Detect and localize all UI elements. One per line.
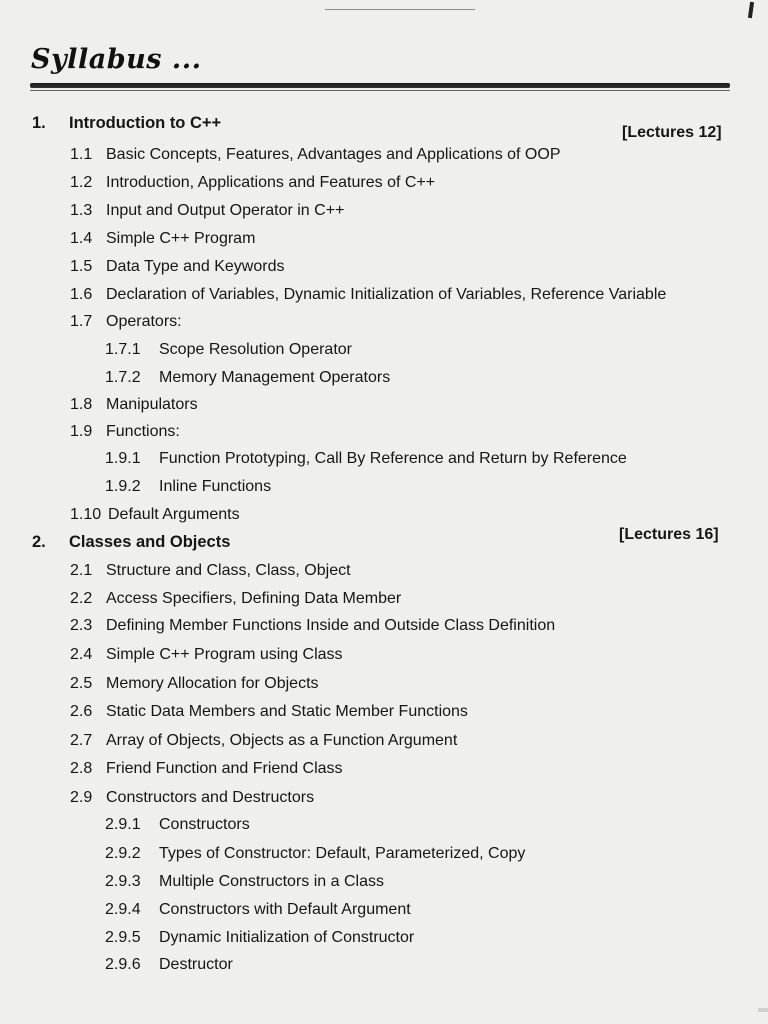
scan-speck [748,2,754,18]
item-text: Multiple Constructors in a Class [159,873,384,890]
page-corner [758,1008,768,1012]
syllabus-subitem [105,369,390,387]
item-text: Data Type and Keywords [106,258,285,275]
item-text: Scope Resolution Operator [159,341,352,358]
item-number: 2.2 [70,590,93,607]
syllabus-item [70,286,666,304]
item-text: Introduction, Applications and Features of C++ [106,174,436,191]
syllabus-subitem [105,845,525,863]
item-number: 1.10 [70,506,102,523]
title-underline [30,83,730,88]
item-text: Array of Objects, Objects as a Function Argument [106,732,458,749]
item-text: Operators: [106,313,182,330]
syllabus-item [70,646,343,664]
title-underline-thin [30,90,730,91]
syllabus-item [70,506,240,524]
item-number: 2.9.2 [105,845,141,862]
syllabus-item [70,396,198,414]
syllabus-item [70,202,344,220]
syllabus-item [70,258,284,276]
syllabus-subitem [105,341,352,359]
item-number: 2.8 [70,760,93,777]
syllabus-item [70,562,351,580]
item-text: Default Arguments [108,506,240,523]
item-text: Defining Member Functions Inside and Outside Class Definition [106,617,556,634]
syllabus-item [70,423,180,441]
item-number: 1.5 [70,258,93,275]
syllabus-item [70,230,255,248]
syllabus-item [70,760,343,778]
syllabus-item [70,617,555,635]
syllabus-item [70,703,468,721]
section-title: Classes and Objects [69,533,231,551]
syllabus-subitem [105,873,384,891]
item-number: 1.9.2 [105,478,141,495]
syllabus-subitem [105,956,233,974]
item-number: 2.9.3 [105,873,141,890]
item-text: Friend Function and Friend Class [106,760,343,777]
item-text: Basic Concepts, Features, Advantages and Applications of OOP [106,146,561,163]
top-rule [325,9,475,10]
page-title: Syllabus ... [31,44,202,75]
item-text: Constructors and Destructors [106,789,315,806]
syllabus-subitem [105,901,411,919]
item-text: Simple C++ Program [106,230,256,247]
item-number: 2.4 [70,646,93,663]
item-number: 2.7 [70,732,93,749]
syllabus-subitem [105,929,414,947]
item-text: Access Specifiers, Defining Data Member [106,590,402,607]
item-number: 1.2 [70,174,93,191]
section-number: 2. [32,533,46,551]
syllabus-item [70,789,314,807]
item-number: 1.4 [70,230,93,247]
item-number: 1.7.1 [105,341,141,358]
syllabus-subitem [105,816,250,834]
item-text: Dynamic Initialization of Constructor [159,929,415,946]
item-text: Memory Management Operators [159,369,391,386]
item-text: Constructors with Default Argument [159,901,411,918]
item-number: 1.3 [70,202,93,219]
syllabus-item [70,590,401,608]
item-text: Constructors [159,816,250,833]
section-number: 1. [32,114,46,132]
syllabus-item [70,146,560,164]
item-text: Structure and Class, Class, Object [106,562,351,579]
lecture-count: [Lectures 16] [619,526,719,543]
item-number: 2.9.6 [105,956,141,973]
item-text: Simple C++ Program using Class [106,646,343,663]
lecture-count: [Lectures 12] [622,124,722,141]
item-number: 1.7 [70,313,93,330]
item-text: Memory Allocation for Objects [106,675,319,692]
syllabus-subitem [105,450,627,468]
section-title: Introduction to C++ [69,114,222,132]
item-number: 2.9.4 [105,901,141,918]
item-number: 2.9.1 [105,816,141,833]
item-number: 2.9 [70,789,93,806]
syllabus-item [70,732,457,750]
item-text: Static Data Members and Static Member Functions [106,703,468,720]
item-number: 2.3 [70,617,93,634]
syllabus-item [70,675,319,693]
item-number: 2.1 [70,562,93,579]
syllabus-item [70,313,182,331]
item-number: 1.7.2 [105,369,141,386]
item-number: 1.1 [70,146,93,163]
item-text: Types of Constructor: Default, Parameterized, Copy [159,845,526,862]
item-text: Inline Functions [159,478,272,495]
item-number: 1.9 [70,423,93,440]
item-text: Function Prototyping, Call By Reference and Return by Reference [159,450,627,467]
item-number: 2.5 [70,675,93,692]
item-text: Manipulators [106,396,198,413]
item-text: Input and Output Operator in C++ [106,202,345,219]
item-text: Destructor [159,956,233,973]
item-number: 1.8 [70,396,93,413]
syllabus-item [70,174,435,192]
item-number: 1.6 [70,286,93,303]
item-number: 1.9.1 [105,450,141,467]
item-text: Functions: [106,423,180,440]
item-text: Declaration of Variables, Dynamic Initialization of Variables, Reference Variable [106,286,667,303]
item-number: 2.9.5 [105,929,141,946]
item-number: 2.6 [70,703,93,720]
syllabus-subitem [105,478,271,496]
